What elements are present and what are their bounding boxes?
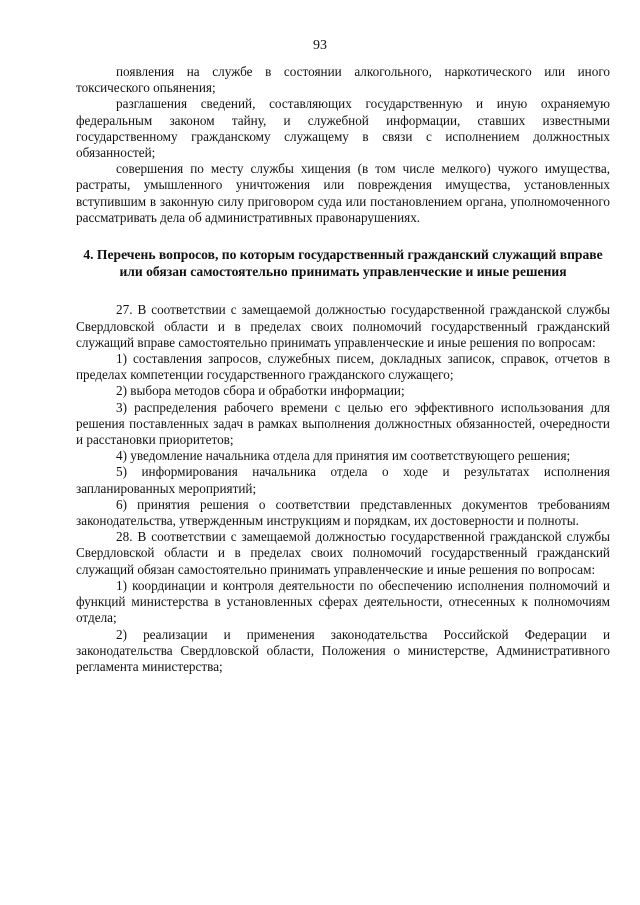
section-heading: 4. Перечень вопросов, по которым государственный гражданский служащий вправе или обязан самостоятельно принимать управленческие и иные решения: [83, 247, 603, 280]
list-item: 1) координации и контроля деятельности по обеспечению исполнения полномочий и функций министерства в установленных сферах деятельности, отнесенных к полномочиям отдела;: [76, 577, 610, 626]
paragraph: совершения по месту службы хищения (в том числе мелкого) чужого имущества, растраты, умышленного уничтожения или повреждения имущества, установленных вступившим в законную силу приговором суда или постановлением органа, уполномоченного рассматривать дела об административных правонарушениях.: [76, 161, 610, 225]
list-item: 4) уведомление начальника отдела для принятия им соответствующего решения;: [116, 448, 571, 464]
paragraph: появления на службе в состоянии алкогольного, наркотического или иного токсического опьянения;: [76, 64, 610, 96]
list-item: 2) выбора методов сбора и обработки информации;: [116, 383, 405, 399]
paragraph: 27. В соответствии с замещаемой должностью государственной гражданской службы Свердловской области и в пределах своих полномочий государственный гражданский служащий вправе самостоятельно принимать управленческие и иные решения по вопросам:: [76, 302, 610, 350]
list-item: 6) принятия решения о соответствии представленных документов требованиям законодательства, утвержденным инструкциям и порядкам, их достоверности и полноты.: [76, 496, 610, 529]
paragraph: 28. В соответствии с замещаемой должностью государственной гражданской службы Свердловской области и в пределах своих полномочий государственный гражданский служащий обязан самостоятельно принимать управленческие и иные решения по вопросам:: [76, 529, 610, 577]
page-number: 93: [313, 38, 327, 53]
paragraph: разглашения сведений, составляющих государственную и иную охраняемую федеральным законом тайну, и служебной информации, ставших известными государственному гражданскому служащему в связи с исполнением должностных обязанностей;: [76, 96, 610, 161]
document-body: [76, 64, 610, 675]
list-item: 2) реализации и применения законодательства Российской Федерации и законодательства Свердловской области, Положения о министерстве, Административного регламента министерства;: [76, 626, 610, 674]
list-item: 5) информирования начальника отдела о ходе и результатах исполнения запланированных мероприятий;: [76, 464, 610, 496]
list-item: 3) распределения рабочего времени с целью его эффективного использования для решения поставленных задач в рамках выполнения должностных обязанностей, очередности и расстановки приоритетов;: [76, 399, 610, 448]
list-item: 1) составления запросов, служебных писем, докладных записок, справок, отчетов в пределах компетенции государственного гражданского служащего;: [76, 351, 610, 383]
